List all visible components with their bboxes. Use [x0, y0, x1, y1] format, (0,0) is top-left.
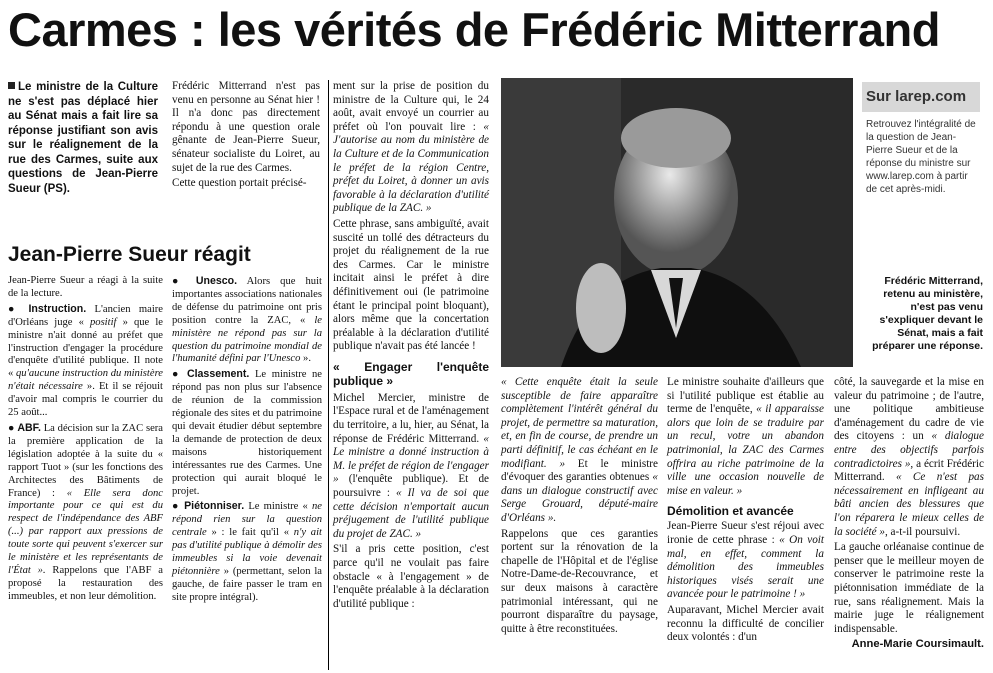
col3-p1: ment sur la prise de position du ministre de la Culture qui, le 24 août, avait envoyé un courrier au préfet où l'on pouvait lire : « J'autorise au nom du ministère de la Culture et de la Communication le préfet de la région Centre, préfet du Loiret, à donner un avis favorable à la déclaration d'utilité publique de la ZAC. » — [333, 80, 489, 215]
col5 — [667, 376, 824, 647]
col4-p2: Rappelons que ces garanties portent sur la rénovation de la chapelle de l'Hôpital et de l'église Notre-Dame-de-Recouvrance, et sur deux maisons à caractère patrimonial intéressant, qui ne pourront disparaître du paysage, quitte à être reconstituées. — [501, 527, 658, 635]
sueur-col1 — [8, 275, 163, 606]
sueur-col2 — [172, 275, 322, 607]
sueur-p1: Jean-Pierre Sueur a réagi à la suite de la lecture. — [8, 275, 163, 299]
headline: Carmes : les vérités de Frédéric Mitterrand — [8, 3, 940, 56]
bullet-dot-icon: ● — [172, 501, 180, 513]
sueur-unesco: ● Unesco. Alors que huit importantes associations nationales de défense du patrimoine ont pris position contre la ZAC, « le ministère ne répond pas sur la question du patrimoine mondial de l'humanité défini par l'Unesco ». — [172, 275, 322, 365]
bullet-dot-icon: ● — [172, 369, 182, 381]
sueur-pieton: ● Piétonniser. Le ministre « ne répond rien sur la question centrale » : le fait qu'il « n'y ait pas d'utilité publique à démolir des immeubles si la voie devenait piétonnière » (permettant, selon la gauche, de faire passer le tram en site propre intégral). — [172, 500, 322, 603]
column-rule — [328, 80, 329, 670]
bullet-dot-icon: ● — [8, 422, 15, 434]
col3-p2: Cette phrase, sans ambiguïté, avait suscité un tollé des détracteurs du projet du réalignement de la rue des Carmes. Car le ministre incitait ainsi le préfet à dire définitivement oui (le patrimoine étant le principal point bloquant), alors même que la concertation préalable à la déclaration d'utilité publique n'avait pas été lancée ! — [333, 217, 489, 353]
sueur-instruction: ● Instruction. L'ancien maire d'Orléans juge « positif » que le ministre n'ait donné au préfet que l'instruction d'engager la procédure d'enquête d'utilité publique. Il note « qu'aucune instruction du ministère n'était nécessaire ». Et il se réjouit d'avoir mal compris le courrier du 25 août... — [8, 302, 163, 419]
col2-intro-p1: Frédéric Mitterrand n'est pas venu en personne au Sénat hier ! Il n'a donc pas directement répondu à une question orale gênante de Jean-Pierre Sueur, sénateur socialiste du Loiret, au sujet de la rue des Carmes. — [172, 80, 320, 174]
sidebar-title: Sur larep.com — [866, 88, 967, 105]
col6-p1: côté, la sauvegarde et la mise en valeur du patrimoine ; de l'autre, une politique ambitieuse d'aménagement du cadre de vie des citoyens : un « dialogue entre des objectifs parfois contradictoires », a écrit Frédéric Mitterrand. « Ce n'est pas nécessairement en infligeant au bâti ancien des blessures que l'on réparera le mieux celles de la société », a-t-il poursuivi. — [834, 376, 984, 538]
lede-text: Le ministre de la Culture ne s'est pas déplacé hier au Sénat mais a fait lire sa réponse justifiant son avis sur le réalignement de la rue des Carmes, suite aux questions de Jean-Pierre Sueur (PS). — [8, 81, 158, 195]
portrait-image — [501, 78, 853, 367]
bullet-square-icon — [8, 82, 15, 89]
col2-intro-p2: Cette question portait précisé- — [172, 177, 307, 190]
col5-p1: Le ministre souhaite d'ailleurs que si l'utilité publique est établie au terme de l'enquête, « il apparaisse alors que loin de se traduire par un recul, votre un abandon patrimonial, la ZAC des Carmes offrira au riche patrimoine de la ville une occasion nouvelle de mise en valeur. » — [667, 376, 824, 497]
bullet-dot-icon: ● — [172, 276, 186, 287]
subhead-demolition: Démolition et avancée — [667, 504, 794, 519]
portrait-photo — [501, 78, 853, 367]
col5-p2: Jean-Pierre Sueur s'est réjoui avec ironie de cette phrase : « On voit mal, en effet, comment la démolition des immeubles historiques visés serait une avancée pour le patrimoine ! » — [667, 520, 825, 601]
subhead-enquete: « Engager l'enquête publique » — [333, 359, 489, 388]
col2-intro — [172, 80, 320, 193]
col5-p3: Auparavant, Michel Mercier avait reconnu la difficulté de concilier deux volontés : d'un — [667, 603, 824, 644]
sueur-classement: ● Classement. Le ministre ne répond pas non plus sur l'absence de réunion de la commission régionale des sites et du patrimoine qui devait étudier début septembre la demande de protection de deux maisons historiquement intéressantes rue des Carmes. Une protection qui aurait bloqué le projet. — [172, 368, 322, 497]
signature: Anne-Marie Coursimault. — [851, 638, 984, 651]
subhead-sueur: Jean-Pierre Sueur réagit — [8, 243, 251, 266]
lede — [8, 80, 158, 196]
sueur-abf: ● ABF. La décision sur la ZAC sera la première application de la législation adoptée à la suite du « rapport Tuot » (sur les fonctions des Architectes des Bâtiments de France) : « Elle sera donc importante pour ce qui est du respect de l'indépendance des ABF (...) par rapport aux pressions de toute sorte qui peuvent s'exercer sur le ministère et les représentants de l'État ». Rappelons que l'ABF a proposé la restauration des immeubles, et non leur démolition. — [8, 421, 164, 602]
col4 — [501, 376, 658, 638]
bullet-dot-icon: ● — [8, 303, 21, 315]
sidebar-title-box — [862, 82, 980, 112]
col3-p4: S'il a pris cette position, c'est parce qu'il ne voulait pas faire obstacle « à l'engagement » de l'enquête préalable à la déclaration d'utilité publique : — [333, 543, 489, 610]
sidebar-text: Retrouvez l'intégralité de la question de Jean-Pierre Sueur et de la réponse du ministre sur www.larep.com à partir de cet après-midi. — [866, 119, 976, 195]
sidebar — [862, 82, 980, 196]
photo-caption: Frédéric Mitterrand, retenu au ministère, n'est pas venu s'expliquer devant le Sénat, mais a fait préparer une réponse. — [872, 275, 983, 352]
col6 — [834, 376, 984, 652]
col4-p1: « Cette enquête était la seule susceptible de faire apparaître complètement l'intérêt général du projet, de permettre sa maturation, et, en fin de course, de prendre un parti définitif, le cas échéant en le modifiant. » Et le ministre d'évoquer des garanties obtenues « dans un dialogue constructif avec Serge Grouard, député-maire d'Orléans ». — [501, 376, 659, 524]
col3-p3: Michel Mercier, ministre de l'Espace rural et de l'aménagement du territoire, a lu, hier, au Sénat, la réponse de Frédéric Mitterrand. « Le ministre a donné instruction à M. le préfet de région de l'engager » (l'enquête publique). Et de poursuivre : « Il va de soi que cette décision n'emportait aucun préjugement de l'utilité publique du projet de ZAC. » — [333, 391, 489, 540]
col6-p2: La gauche orléanaise continue de penser que le meilleur moyen de conserver le patrimoine reste la piétonnisation immédiate de la rue, sans réalignement. Mais la mairie juge le réalignement indispensable. — [834, 541, 984, 635]
col3 — [333, 80, 489, 613]
